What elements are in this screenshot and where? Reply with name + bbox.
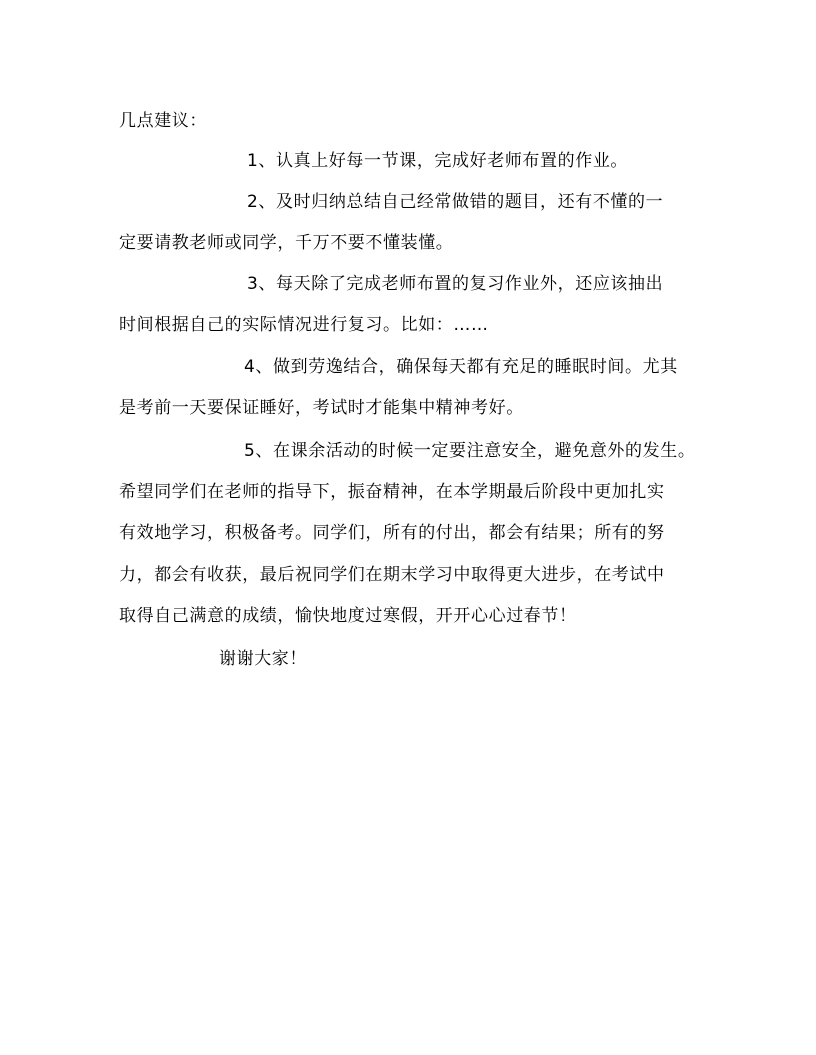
item-2-line-1: 2、及时归纳总结自己经常做错的题目，还有不懂的一 — [247, 192, 664, 212]
item-3-line-1: 3、每天除了完成老师布置的复习作业外，还应该抽出 — [247, 274, 664, 294]
thanks: 谢谢大家！ — [219, 649, 307, 669]
item-1-line-1: 1、认真上好每一节课，完成好老师布置的作业。 — [247, 151, 629, 171]
item-3-line-2: 时间根据自己的实际情况进行复习。比如：…… — [119, 315, 489, 335]
item-4-line-1: 4、做到劳逸结合，确保每天都有充足的睡眠时间。尤其 — [244, 357, 678, 377]
item-4-line-2: 是考前一天要保证睡好，考试时才能集中精神考好。 — [119, 398, 524, 418]
closing-line-1: 希望同学们在老师的指导下，振奋精神，在本学期最后阶段中更加扎实 — [119, 482, 665, 502]
closing-line-4: 取得自己满意的成绩，愉快地度过寒假，开开心心过春节！ — [119, 606, 577, 626]
heading: 几点建议： — [119, 111, 207, 131]
closing-line-3: 力，都会有收获，最后祝同学们在期末学习中取得更大进步，在考试中 — [119, 565, 665, 585]
item-2-line-2: 定要请教老师或同学，千万不要不懂装懂。 — [119, 233, 454, 253]
item-5-line-1: 5、在课余活动的时候一定要注意安全，避免意外的发生。 — [244, 441, 696, 461]
closing-line-2: 有效地学习，积极备考。同学们，所有的付出，都会有结果；所有的努 — [119, 523, 665, 543]
